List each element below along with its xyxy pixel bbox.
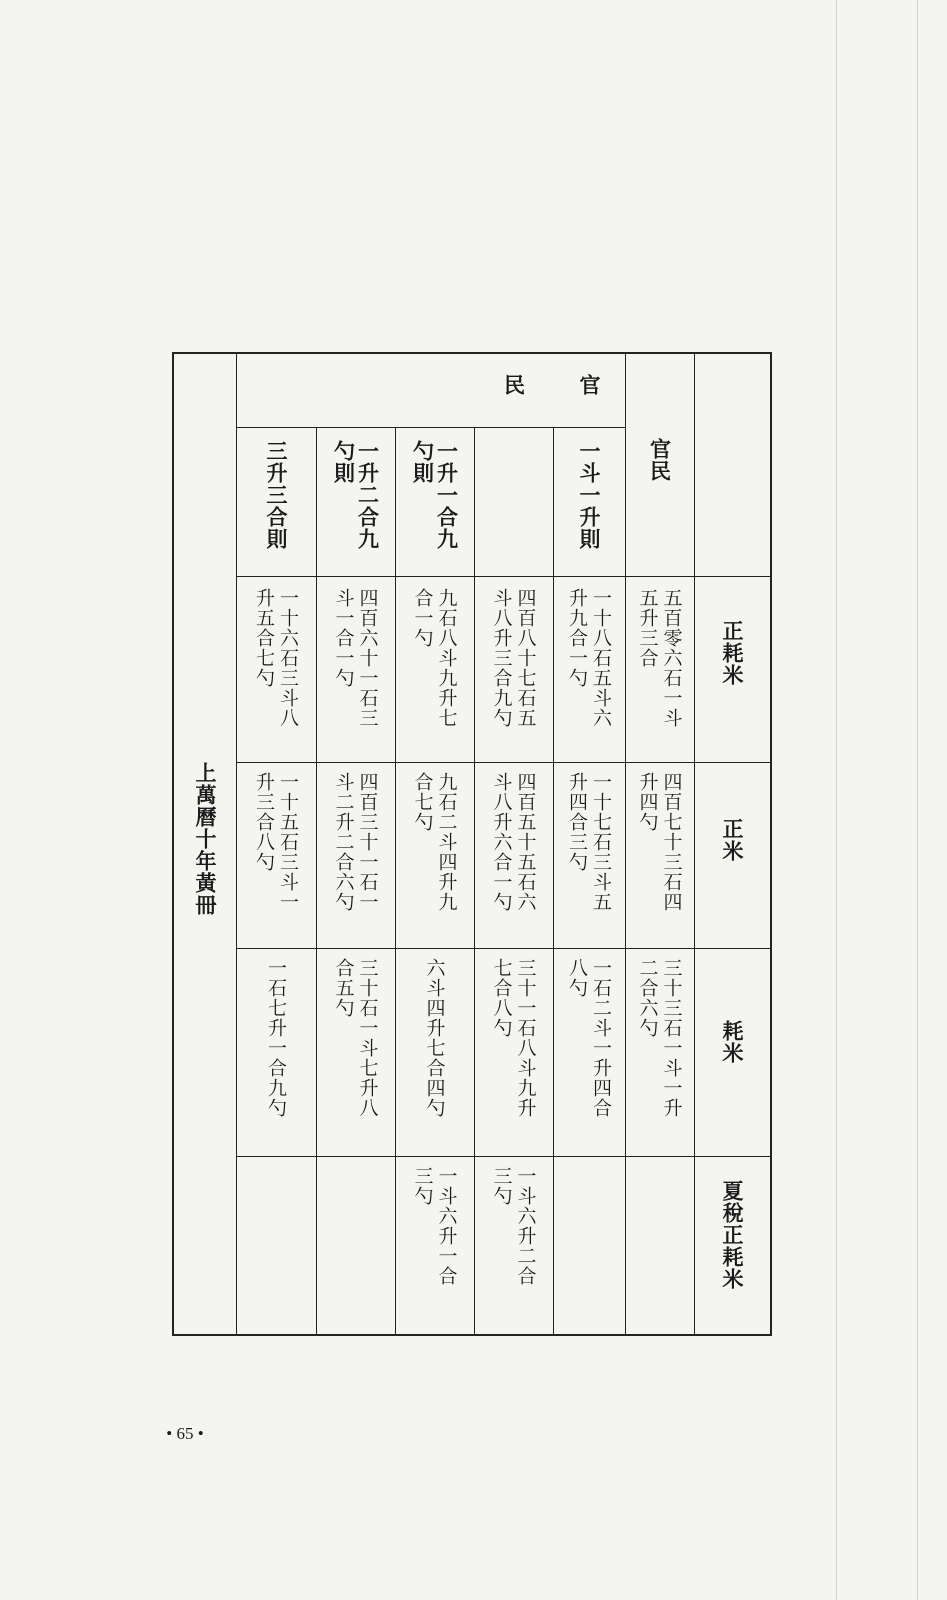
table-caption: 上萬曆十年黃冊 [193,762,218,916]
table-cell: 九石二斗四升九 合七勺 [411,772,458,912]
table-cell: 四百五十五石六 斗八升六合一勺 [490,772,537,912]
table-cell [553,1166,625,1334]
rate-cell: 一升一合九 勺則 [410,440,460,550]
table-cell: 一石二斗一升四合 八勺 [566,958,612,1118]
table-cell: 四百三十一石一 斗二升二合六勺 [332,772,379,912]
table-cell: 四百七十三石四 升四勺 [636,772,683,912]
table-cell: 三十一石八斗九升 七合八勺 [490,958,537,1118]
rate-cell: 三升三合則 [264,440,289,550]
table-cell: 四百六十一石三 斗一合一勺 [332,588,379,728]
rate-cell: 一斗一升則 [577,440,602,550]
table-cell: 三十三石一斗一升 二合六勺 [636,958,683,1118]
table-cell: 一斗六升一合 三勺 [411,1166,458,1286]
table-cell: 九石八斗九升七 合一勺 [411,588,458,728]
page-number: • 65 • [166,1424,204,1443]
header-zhenghao-mi: 正耗米 [720,620,745,686]
table-caption-cell [174,762,236,962]
rate-cell: 一升二合九 勺則 [331,440,381,550]
table-cell: 一石七升一合九勺 [265,958,287,1118]
page-edge-line [917,0,918,1600]
page-edge-line [836,0,837,1600]
header-hao-mi: 耗米 [720,1020,745,1064]
table-cell [316,1166,395,1334]
table-cell: 五百零六石一斗 五升三合 [636,588,683,728]
table-cell [625,1166,694,1334]
header-zheng-mi: 正米 [720,818,745,862]
table-cell: 四百八十七石五 斗八升三合九勺 [490,588,537,728]
table-cell: 一斗六升二合 三勺 [490,1166,537,1286]
header-guanmin: 官民 [647,438,673,482]
table-cell: 一十八石五斗六 升九合一勺 [566,588,612,728]
header-xiashui: 夏稅正耗米 [720,1180,745,1290]
table-cell: 一十七石三斗五 升四合三勺 [566,772,612,912]
rate-cell [474,440,553,576]
header-min: 民 [501,374,527,396]
table-cell: 一十五石三斗一 升三合八勺 [253,772,299,912]
table-cell: 六斗四升七合四勺 [423,958,446,1118]
table-cell: 三十石一斗七升八 合五勺 [332,958,379,1118]
table-cell [236,1166,316,1334]
grain-tax-table [172,352,772,1336]
header-guan: 官 [577,374,602,396]
table-cell: 一十六石三斗八 升五合七勺 [253,588,299,728]
